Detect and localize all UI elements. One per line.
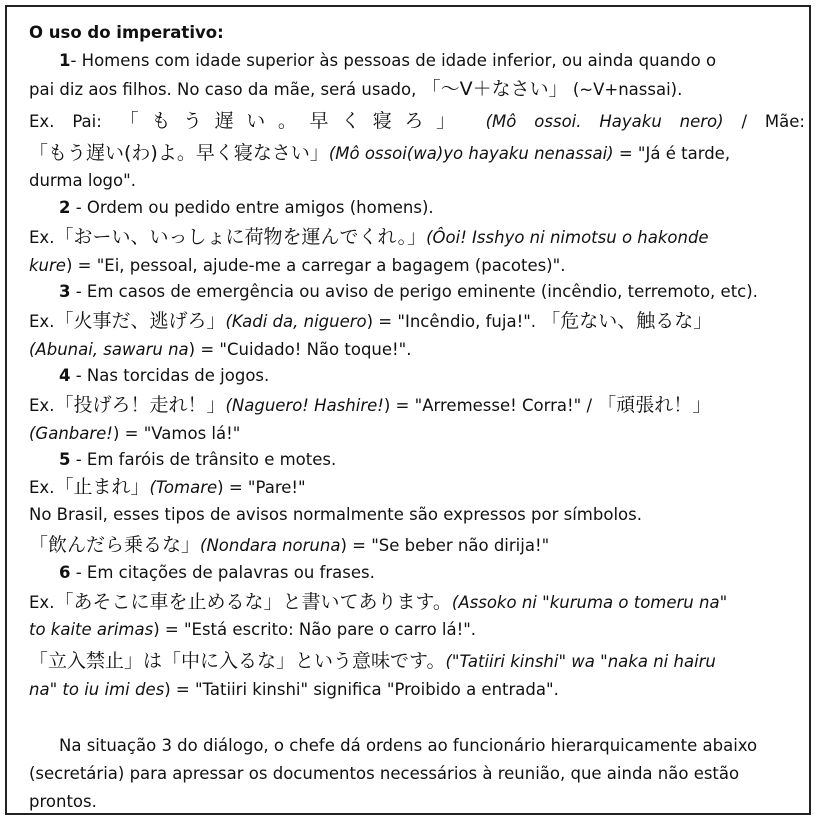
item-1-number: 1: [59, 51, 71, 70]
item-3-heading: 3 - Em casos de emergência ou aviso de perigo eminente (incêndio, terremoto, etc).: [59, 282, 758, 301]
item-6-number: 6: [59, 563, 71, 582]
item-4-number: 4: [59, 366, 71, 385]
item-1-example-line: Ex. Pai: 「もう遅い。早く寝ろ」 (Mô ossoi. Hayaku nero) / Mãe:: [29, 110, 805, 132]
item-5-heading: 5 - Em faróis de trânsito e motes.: [59, 450, 337, 469]
item-6-translation: to kaite arimas) = "Está escrito: Não pare o carro lá!".: [29, 620, 477, 639]
item-6-example-line: Ex.「あそこに車を止めるな」と書いてあります。(Assoko ni "kuruma o tomeru na": [29, 591, 728, 613]
item-2-number: 2: [59, 198, 71, 217]
item-1-line-1: 1- Homens com idade superior às pessoas de idade inferior, ou ainda quando o: [59, 51, 717, 70]
item-1-line-2: pai diz aos filhos. No caso da mãe, será usado, 「～V＋なさい」 (~V+nassai).: [29, 78, 683, 100]
item-3-number: 3: [59, 282, 71, 301]
item-5-note: No Brasil, esses tipos de avisos normalmente são expressos por símbolos.: [29, 505, 642, 524]
item-5-example-line: Ex.「止まれ」(Tomare) = "Pare!": [29, 476, 306, 498]
item-4-translation: (Ganbare!) = "Vamos lá!": [29, 424, 241, 443]
document-frame: [5, 5, 811, 815]
item-5-second-example: 「飲んだら乗るな」(Nondara noruna) = "Se beber não dirija!": [29, 534, 550, 556]
document-title: O uso do imperativo:: [29, 23, 224, 42]
item-6-heading: 6 - Em citações de palavras ou frases.: [59, 563, 375, 582]
item-5-number: 5: [59, 450, 71, 469]
item-2-translation: kure) = "Ei, pessoal, ajude-me a carregar a bagagem (pacotes)".: [29, 256, 566, 275]
item-3-example-line: Ex.「火事だ、逃げろ」(Kadi da, niguero) = "Incêndio, fuja!". 「危ない、触るな」: [29, 310, 713, 332]
item-4-heading: 4 - Nas torcidas de jogos.: [59, 366, 270, 385]
final-paragraph-line-2: (secretária) para apressar os documentos necessários à reunião, que ainda não estão: [29, 764, 740, 783]
item-3-translation: (Abunai, sawaru na) = "Cuidado! Não toque!".: [29, 340, 412, 359]
item-6-second-example: 「立入禁止」は「中に入るな」という意味です。("Tatiiri kinshi" wa "naka ni hairu: [29, 650, 716, 672]
item-6-second-translation: na" to iu imi des) = "Tatiiri kinshi" significa "Proibido a entrada".: [29, 680, 559, 699]
item-2-heading: 2 - Ordem ou pedido entre amigos (homens).: [59, 198, 434, 217]
item-1-mother-example: 「もう遅い(わ)よ。早く寝なさい」(Mô ossoi(wa)yo hayaku nenassai) = "Já é tarde,: [29, 142, 731, 164]
final-paragraph-line-3: prontos.: [29, 792, 97, 811]
final-paragraph-line-1: Na situação 3 do diálogo, o chefe dá ordens ao funcionário hierarquicamente abaixo: [59, 736, 758, 755]
item-2-example-line: Ex.「おーい、いっしょに荷物を運んでくれ。」(Ôoi! Isshyo ni nimotsu o hakonde: [29, 226, 709, 248]
item-1-line-5: durma logo".: [29, 171, 136, 190]
item-4-example-line: Ex.「投げろ！走れ！」(Naguero! Hashire!) = "Arremesse! Corra!" / 「頑張れ！」: [29, 394, 712, 416]
